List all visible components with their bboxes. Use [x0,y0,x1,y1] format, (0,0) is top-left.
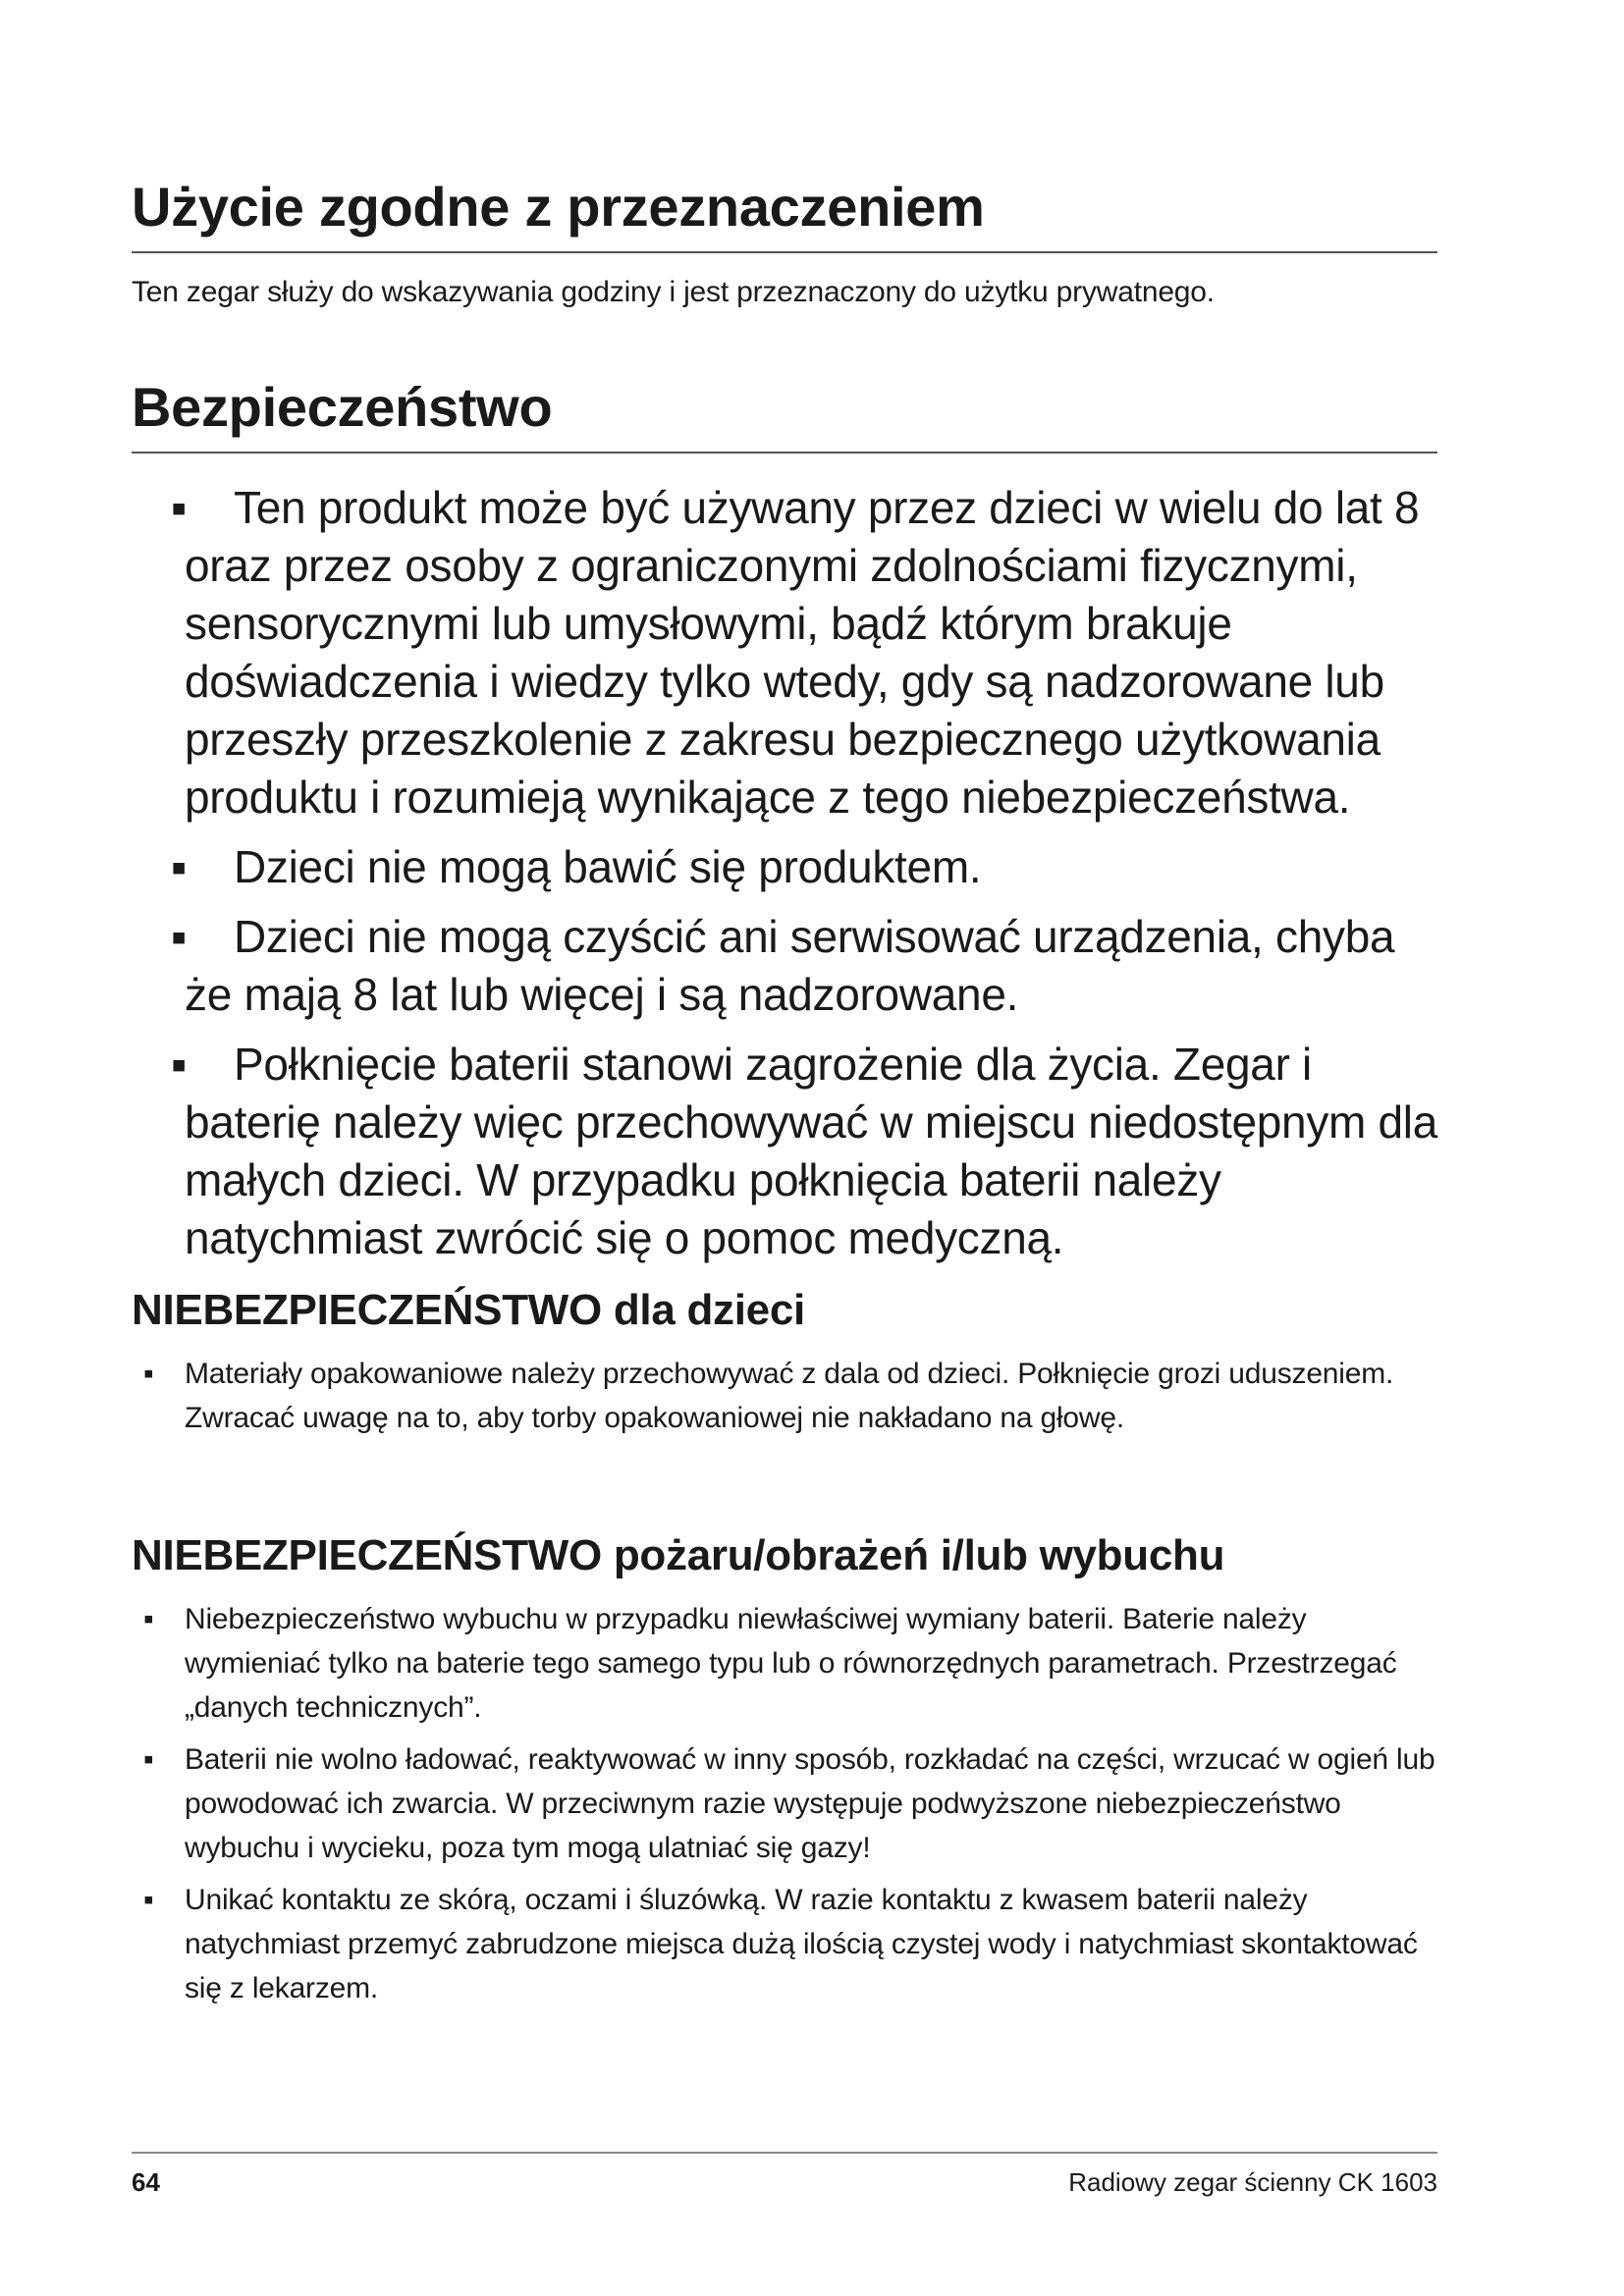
section-danger-fire [132,1531,1437,2018]
section-danger-children [132,1286,1437,1448]
danger-fire-list [132,1597,1437,2010]
danger-item-text: Niebezpieczeństwo wybuchu w przypadku niewłaściwej wymiany baterii. Baterie należy wymieniać tylko na baterie tego samego typu lub o równorzędnych parametrach. Przestrzegać „danych technicznych”. [185,1602,1397,1724]
section-intended-use [132,177,1437,311]
bullet-icon: ▪ [143,1883,154,1916]
safety-item-text: Dzieci nie mogą czyścić ani serwisować urządzenia, chyba że mają 8 lat lub więcej i są nadzorowane. [185,911,1395,1020]
danger-item-text: Materiały opakowaniowe należy przechowywać z dala od dzieci. Połknięcie grozi uduszeniem. Zwracać uwagę na to, aby torby opakowaniowej nie nakładano na głowę. [185,1357,1394,1434]
heading-safety: Bezpieczeństwo [132,377,1437,454]
list-item [132,838,1437,896]
intended-use-text: Ten zegar służy do wskazywania godziny i jest przeznaczony do użytku prywatnego. [132,275,1215,308]
section-safety [132,377,1437,454]
safety-item-text: Dzieci nie mogą bawić się produktem. [234,841,982,892]
safety-item-text: Połknięcie baterii stanowi zagrożenie dla życia. Zegar i baterię należy więc przechowywać w miejscu niedostępnym dla małych dzieci. W przypadku połknięcia baterii należy natychmiast zwrócić się o pomoc medyczną. [185,1039,1438,1263]
list-item [132,1878,1437,2010]
list-item [132,479,1437,827]
bullet-icon: ▪ [171,1039,188,1090]
danger-item-text: Unikać kontaktu ze skórą, oczami i śluzówką. W razie kontaktu z kwasem baterii należy natychmiast przemyć zabrudzone miejsca dużą ilością czystej wody i natychmiast skontaktować się z lekarzem. [185,1883,1418,2004]
product-name: Radiowy zegar ścienny CK 1603 [1068,2167,1437,2197]
heading-danger-children: NIEBEZPIECZEŃSTWO dla dzieci [132,1286,805,1334]
bullet-icon: ▪ [143,1742,154,1776]
danger-item-text: Baterii nie wolno ładować, reaktywować w inny sposób, rozkładać na części, wrzucać w ogień lub powodować ich zwarcia. W przeciwnym razie występuje podwyższone niebezpieczeństwo wybuchu i wycieku, poza tym mogą ulatniać się gazy! [185,1742,1435,1864]
list-item [132,1352,1437,1440]
heading-intended-use: Użycie zgodne z przeznaczeniem [132,177,1437,253]
page-footer [132,2152,1437,2198]
danger-children-list [132,1352,1437,1440]
safety-item-text: Ten produkt może być używany przez dzieci w wielu do lat 8 oraz przez osoby z ograniczonymi zdolnościami fizycznymi, sensorycznymi lub umysłowymi, bądź którym brakuje doświadczenia i wiedzy tylko wtedy, gdy są nadzorowane lub przeszły przeszkolenie z zakresu bezpiecznego użytkowania produktu i rozumieją wynikające z tego niebezpieczeństwa. [185,482,1420,823]
safety-list [132,479,1437,1279]
page-number: 64 [132,2167,160,2197]
list-item [132,1036,1437,1267]
list-item [132,1737,1437,1870]
bullet-icon: ▪ [171,911,188,962]
bullet-icon: ▪ [171,482,188,533]
heading-danger-fire: NIEBEZPIECZEŃSTWO pożaru/obrażeń i/lub wybuchu [132,1531,1225,1579]
bullet-icon: ▪ [143,1602,154,1635]
bullet-icon: ▪ [143,1357,154,1390]
list-item [132,908,1437,1024]
list-item [132,1597,1437,1730]
bullet-icon: ▪ [171,841,188,892]
manual-page [132,0,1437,2296]
